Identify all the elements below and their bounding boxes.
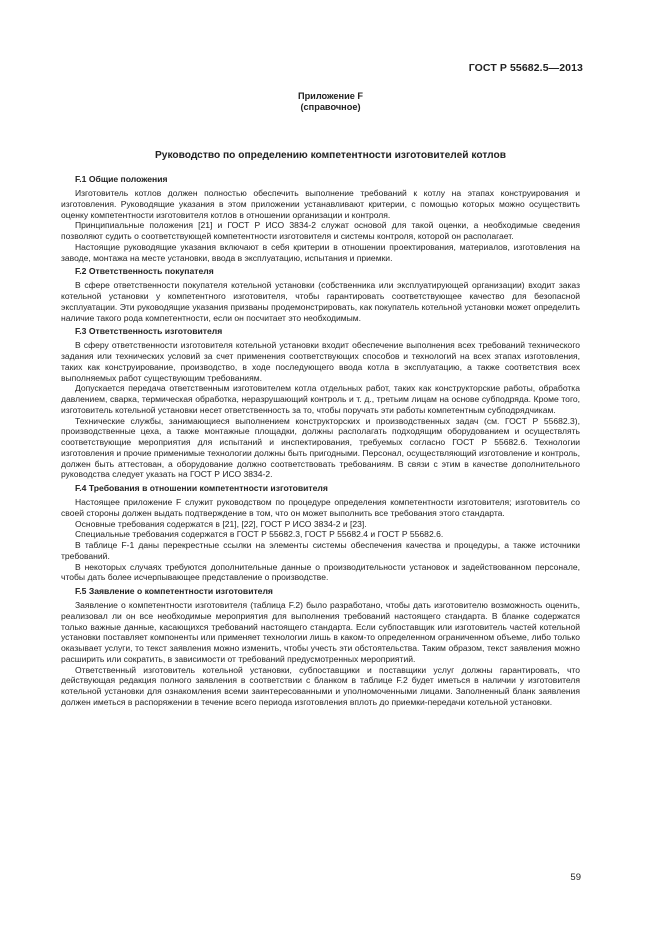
page-number: 59: [570, 872, 581, 883]
paragraph: Специальные требования содержатся в ГОСТ Р 55682.3, ГОСТ Р 55682.4 и ГОСТ Р 55682.6.: [75, 529, 444, 540]
paragraph: В таблице F-1 даны перекрестные ссылки на элементы системы обеспечения качества и процедуры, а также источники требований.: [61, 540, 580, 561]
paragraph: Технические службы, занимающиеся выполнением конструкторских и производственных задач (см. ГОСТ Р 55682.3), производственные цеха, а также монтажные площадки, должны располагать подходящим оборудованием и осуществлять соответствующие мероприятия для испытаний и инспектирования, требуемых согласно ГОСТ Р 55682.6. Технологии изготовления и прочие применимые технологии должны быть пригодными. Персонал, осуществляющий изготовление и контроль, должен быть аттестован, а оборудование должно соответствовать требованиям. В связи с этим в качестве дополнительного руководства следует указать на ГОСТ Р ИСО 3834-2.: [61, 415, 580, 480]
paragraph: В сферу ответственности изготовителя котельной установки входит обеспечение выполнения всех требований технического задания или технических условий за счет применения соответствующих способов и технологий на всех этапах изготовления, таких как конструирование, производство, в ходе последующего ввода котла в эксплуатацию, а также соответствия всех выполняемых работ существующим требованиям.: [61, 340, 580, 383]
section-heading-f2: F.2 Ответственность покупателя: [75, 266, 214, 277]
paragraph: В некоторых случаях требуются дополнительные данные о производительности установок и задействованном персонале, чтобы дать более исчерпывающее представление о производстве.: [61, 561, 580, 583]
paragraph: Изготовитель котлов должен полностью обеспечить выполнение требований к котлу на этапах конструирования и изготовления. Руководящие указания в этом приложении устанавливают критерии, с помощью которых можно осуществить оценку компетентности изготовителя котлов в отношении организации и контроля.: [61, 188, 580, 220]
annex-subtitle: (справочное): [300, 102, 361, 112]
standard-code-header: ГОСТ Р 55682.5—2013: [468, 62, 583, 74]
paragraph: Настоящие руководящие указания включают в себя критерии в отношении проектирования, материалов, изготовления на заводе, монтажа на месте установки, ввода в эксплуатацию, испытания и приемки.: [61, 241, 580, 263]
paragraph: В сфере ответственности покупателя котельной установки (собственника или эксплуатирующей организации) входит заказ котельной установки у компетентного изготовителя, чтобы гарантировать соответствующее качество для безопасной эксплуатации. Эти руководящие указания призваны продемонстрировать, как покупатель котельной установки может определить наличие такого рода компетентности, если он посчитает это необходимым.: [61, 280, 580, 323]
paragraph: Основные требования содержатся в [21], [22], ГОСТ Р ИСО 3834-2 и [23].: [75, 518, 367, 529]
document-title: Руководство по определению компетентности изготовителей котлов: [154, 150, 507, 161]
paragraph: Допускается передача ответственным изготовителем котла отдельных работ, таких как конструкторские работы, обработка давлением, сварка, термическая обработка, неразрушающий контроль и т. д., третьим лицам на основе субподряда. Кроме того, изготовитель котельной установки несет ответственность за то, чтобы поручать эти работы компетентным субподрядчикам.: [61, 383, 580, 415]
section-heading-f3: F.3 Ответственность изготовителя: [75, 326, 223, 337]
paragraph: Настоящее приложение F служит руководством по процедуре определения компетентности изготовителя; изготовитель со своей стороны должен выдать подтверждение в том, что он может выполнить все требования этого стандарта.: [61, 497, 580, 518]
document-body: [61, 171, 580, 708]
paragraph: Заявление о компетентности изготовителя (таблица F.2) было разработано, чтобы дать изготовителю возможность оценить, реализовал ли он все необходимые мероприятия для выполнения требований настоящего стандарта. В бланке содержатся только важные данные, касающихся требований настоящего стандарта. Если субпоставщик или изготовитель частей котельной установки поставляет компоненты или применяет технологии лишь в каком-то определенном ограниченном объеме, либо только оказывает услуги, то текст заявления можно изменить, чтобы учесть эти обстоятельства. Таким образом, текст заявления можно расширить или сократить, в зависимости от требований предусмотренных мероприятий.: [61, 600, 580, 664]
section-heading-f4: F.4 Требования в отношении компетентности изготовителя: [75, 483, 328, 493]
annex-title: Приложение F: [297, 91, 364, 101]
paragraph: Ответственный изготовитель котельной установки, субпоставщики и поставщики услуг должны гарантировать, что действующая редакция полного заявления в соответствии с бланком в таблице F.2 будет иметься в наличии у изготовителя котельной установки для ознакомления всеми заинтересованными и уполномоченными лицами. Заполненный бланк заявления должен иметься в распоряжении в течение всего периода изготовления вплоть до приемки-передачи котельной установки.: [61, 664, 580, 707]
paragraph: Принципиальные положения [21] и ГОСТ Р ИСО 3834-2 служат основой для такой оценки, а необходимые сведения позволяют судить о соответствующей компетентности изготовителя и системы контроля, которой он располагает.: [61, 220, 580, 241]
section-heading-f5: F.5 Заявление о компетентности изготовителя: [75, 586, 273, 596]
section-heading-f1: F.1 Общие положения: [75, 174, 168, 184]
